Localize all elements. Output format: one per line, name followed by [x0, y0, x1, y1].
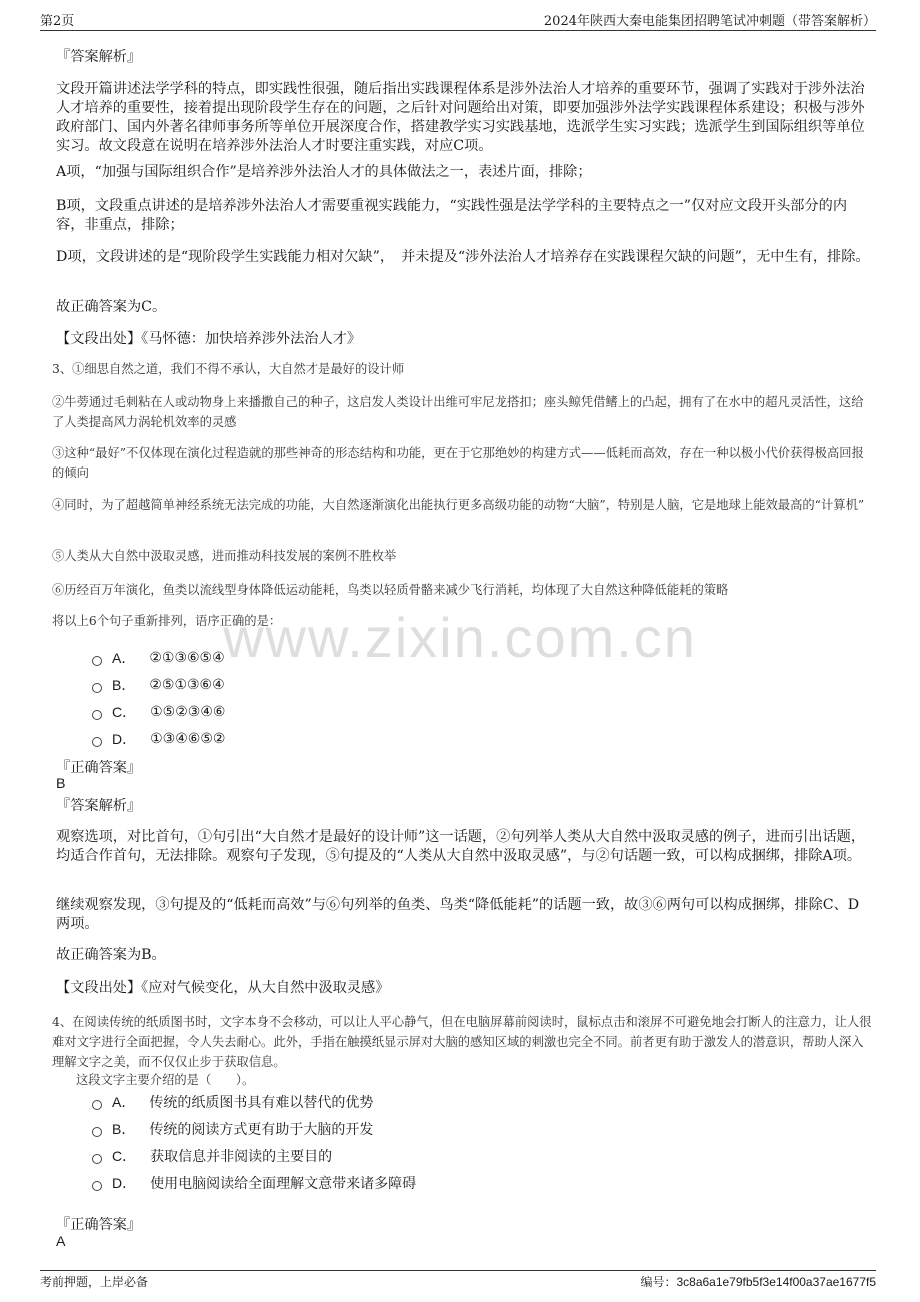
- option-text: ①⑤②③④⑥: [150, 704, 226, 720]
- option-letter: D．: [112, 731, 137, 747]
- question-prompt: 将以上6个句子重新排列，语序正确的是：: [52, 614, 282, 628]
- radio-icon[interactable]: [92, 710, 102, 720]
- option-b[interactable]: [92, 675, 225, 695]
- radio-icon[interactable]: [92, 1100, 102, 1110]
- answer-tag: 『正确答案』: [56, 760, 142, 776]
- option-c[interactable]: [92, 1146, 332, 1166]
- radio-icon[interactable]: [92, 1181, 102, 1191]
- analysis-tag: 『答案解析』: [56, 49, 142, 65]
- page-footer: [40, 1270, 876, 1290]
- question-sentence-3: ③这种“最好”不仅体现在演化过程造就的那些神奇的形态结构和功能，更在于它那绝妙的构建方式——低耗而高效，存在一种以极小代价获得极高回报的倾向: [52, 446, 864, 480]
- page-header: [40, 8, 876, 31]
- question-prompt: 这段文字主要介绍的是（ ）。: [76, 1073, 255, 1087]
- option-a[interactable]: [92, 648, 225, 668]
- radio-icon[interactable]: [92, 737, 102, 747]
- option-text: ①③④⑥⑤②: [150, 731, 226, 747]
- document-id: 编号：3c8a6a1e79fb5f3e14f00a37ae1677f5: [640, 1275, 876, 1289]
- option-b[interactable]: [92, 1119, 373, 1139]
- option-letter: B．: [112, 677, 136, 693]
- question-stem: 4、在阅读传统的纸质图书时，文字本身不会移动，可以让人平心静气，但在电脑屏幕前阅读时，鼠标点击和滚屏不可避免地会打断人的注意力，让人很难对文字进行全面把握，令人失去耐心。此外，手指在触摸纸显示屏对大脑的感知区域的刺激也完全不同。前者更有助于激发人的潜意识，帮助人深入理解文字之美，而不仅仅止步于获取信息。: [52, 1015, 872, 1069]
- page-number: 第2页: [40, 13, 75, 29]
- option-text: 传统的纸质图书具有难以替代的优势: [149, 1095, 374, 1111]
- analysis-paragraph-2: 继续观察发现，③句提及的“低耗而高效”与⑥句列举的鱼类、鸟类“降低能耗”的话题一致，故③⑥两句可以构成捆绑，排除C、D两项。: [56, 897, 860, 932]
- analysis-option-a: A项，“加强与国际组织合作”是培养涉外法治人才的具体做法之一，表述片面，排除；: [56, 164, 592, 180]
- analysis-conclusion: 故正确答案为C。: [56, 299, 167, 315]
- option-text: ②⑤①③⑥④: [149, 677, 225, 693]
- radio-icon[interactable]: [92, 683, 102, 693]
- question-sentence-2: ②牛蒡通过毛刺粘在人或动物身上来播撒自己的种子，这启发人类设计出维可牢尼龙搭扣；座头鲸凭借鳍上的凸起，拥有了在水中的超凡灵活性，这给了人类提高风力涡轮机效率的灵感: [52, 395, 864, 429]
- option-text: ②①③⑥⑤④: [149, 650, 225, 666]
- radio-icon[interactable]: [92, 1127, 102, 1137]
- option-a[interactable]: [92, 1092, 373, 1112]
- radio-icon[interactable]: [92, 1154, 102, 1164]
- option-d[interactable]: [92, 729, 225, 749]
- analysis-tag: 『答案解析』: [56, 798, 142, 814]
- footer-slogan: 考前押题，上岸必备: [40, 1275, 149, 1289]
- option-d[interactable]: [92, 1173, 416, 1193]
- option-letter: D．: [112, 1175, 137, 1191]
- analysis-paragraph: 观察选项，对比首句，①句引出“大自然才是最好的设计师”这一话题，②句列举人类从大自然中汲取灵感的例子，进而引出话题，均适合作首句，无法排除。观察句子发现，⑤句提及的“人类从大自然中汲取灵感”，与②句话题一致，可以构成捆绑，排除A项。: [56, 829, 866, 864]
- radio-icon[interactable]: [92, 656, 102, 666]
- option-letter: A．: [112, 650, 136, 666]
- question-sentence-6: ⑥历经百万年演化，鱼类以流线型身体降低运动能耗，鸟类以轻质骨骼来减少飞行消耗，均体现了大自然这种降低能耗的策略: [52, 583, 729, 597]
- option-letter: C．: [112, 704, 137, 720]
- source-citation: 【文段出处】《应对气候变化，从大自然中汲取灵感》: [56, 980, 390, 996]
- source-citation: 【文段出处】《马怀德：加快培养涉外法治人才》: [56, 331, 362, 347]
- option-letter: C．: [112, 1148, 137, 1164]
- analysis-conclusion: 故正确答案为B。: [56, 947, 166, 963]
- question-sentence-1: 3、①细思自然之道，我们不得不承认，大自然才是最好的设计师: [52, 362, 405, 376]
- option-c[interactable]: [92, 702, 225, 722]
- question-sentence-5: ⑤人类从大自然中汲取灵感，进而推动科技发展的案例不胜枚举: [52, 549, 397, 563]
- analysis-option-b: B项，文段重点讲述的是培养涉外法治人才需要重视实践能力，“实践性强是法学学科的主要特点之一”仅对应文段开头部分的内容，非重点，排除；: [56, 198, 848, 233]
- answer-tag: 『正确答案』: [56, 1217, 142, 1233]
- answer-value: B: [56, 776, 66, 792]
- analysis-paragraph: 文段开篇讲述法学学科的特点，即实践性很强，随后指出实践课程体系是涉外法治人才培养的重要环节，强调了实践对于涉外法治人才培养的重要性，接着提出现阶段学生存在的问题，之后针对问题给出对策，即要加强涉外法学实践课程体系建设；积极与涉外政府部门、国内外著名律师事务所等单位开展深度合作，搭建教学实习实践基地，选派学生实习实践；选派学生到国际组织等单位实习。故文段意在说明在培养涉外法治人才时要注重实践，对应C项。: [56, 81, 865, 154]
- option-text: 使用电脑阅读给全面理解文意带来诸多障碍: [150, 1176, 417, 1192]
- option-letter: B．: [112, 1121, 136, 1137]
- document-title: 2024年陕西大秦电能集团招聘笔试冲刺题（带答案解析）: [543, 13, 876, 29]
- analysis-option-d: D项，文段讲述的是“现阶段学生实践能力相对欠缺”， 并未提及“涉外法治人才培养存在实践课程欠缺的问题”，无中生有，排除。: [56, 249, 870, 265]
- question-sentence-4: ④同时，为了超越简单神经系统无法完成的功能，大自然逐渐演化出能执行更多高级功能的动物“大脑”，特别是人脑，它是地球上能效最高的“计算机”: [52, 498, 865, 512]
- option-letter: A．: [112, 1094, 136, 1110]
- option-text: 获取信息并非阅读的主要目的: [150, 1149, 333, 1165]
- option-text: 传统的阅读方式更有助于大脑的开发: [149, 1122, 374, 1138]
- answer-value: A: [56, 1234, 66, 1250]
- watermark: www.zixin.com.cn: [223, 606, 697, 669]
